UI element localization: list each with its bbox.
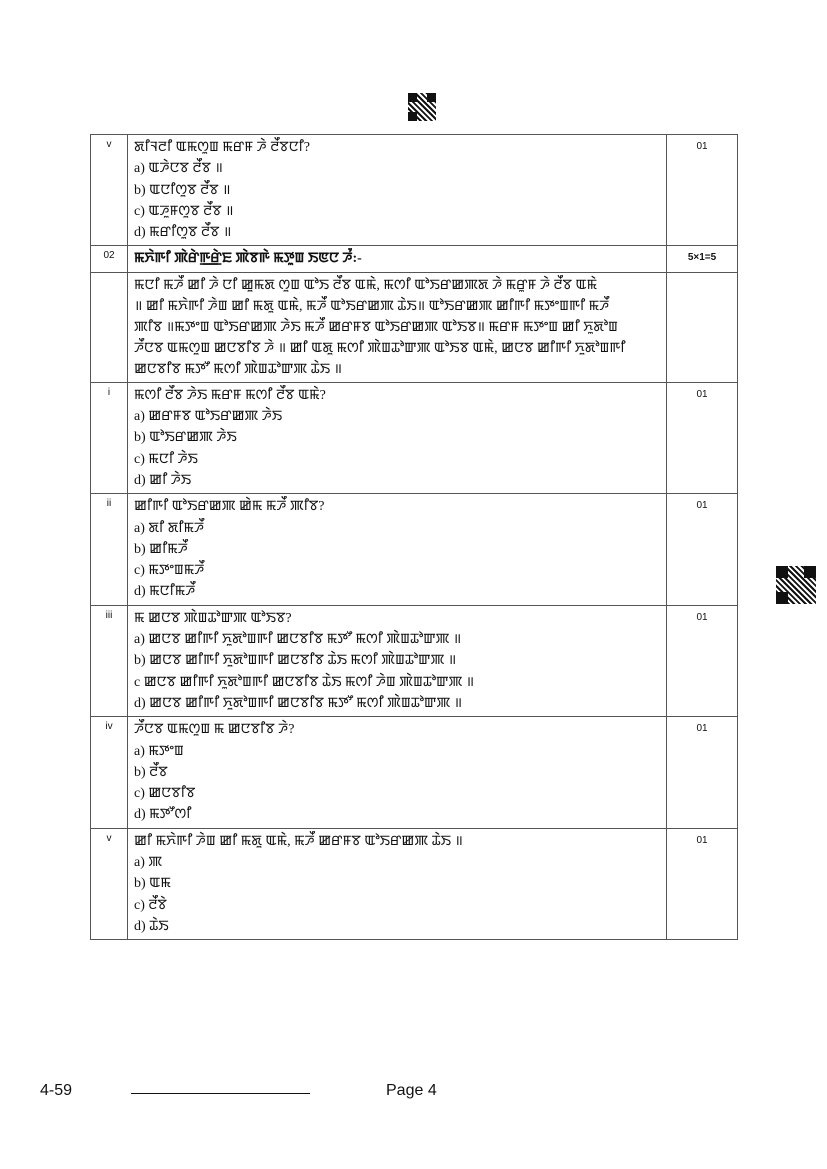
question-text: ꯃ ꯀꯅꯕ ꯄꯥꯡꯊꯣꯛꯄ ꯑꯣꯏꯕ? (134, 610, 292, 626)
marks: 01 (667, 605, 738, 716)
question-number: ii (91, 494, 128, 605)
option: b) ꯀꯅꯕ ꯀꯤꯒꯤ ꯈꯨꯗꯣꯡꯒꯤ ꯀꯅꯕꯤꯕ ꯊꯥꯏ ꯃꯁꯤ ꯄꯥꯡꯊꯣꯛꯄ ॥ (134, 653, 457, 669)
question-table (90, 134, 738, 940)
option: c) ꯑꯍꯨꯝꯁꯨꯕ ꯂꯩꯕ ॥ (134, 203, 234, 219)
question-text: ꯃꯈꯥꯒꯤ ꯄꯥꯔꯥꯒ꯭ꯔꯥꯐ ꯄꯥꯕꯒꯥ ꯃꯇꯨꯡ ꯏꯟꯅ ꯍꯪ:- (134, 251, 362, 267)
marks (667, 272, 738, 382)
question-number: iv (91, 717, 128, 828)
marks: 01 (667, 828, 738, 939)
option: d) ꯃꯔꯤꯁꯨꯕ ꯂꯩꯕ ॥ (134, 225, 232, 241)
question-text: ꯗꯤꯜꯂꯤ ꯑꯃꯁꯨꯡ ꯃꯔꯝ ꯍꯥ ꯂꯩꯕꯅꯤ? (134, 140, 311, 155)
passage-line: ꯃꯅꯤ ꯃꯍꯩ ꯀꯤ ꯍꯥ ꯅꯤ ꯀꯨꯃꯗ ꯁꯨꯡ ꯑꯣꯏ ꯂꯩꯕ ꯑꯃꯥ, ꯃꯁꯤ ꯑꯣꯏꯔꯀꯄꯗ ꯍꯥ ꯃꯔꯨꯝ ꯍꯥ ꯂꯩꯕ ꯑꯃꯥ (134, 277, 598, 293)
option: a) ꯄ (134, 855, 163, 871)
question-row (91, 494, 738, 605)
passage-line: ꯄꯤꯕ ॥ꯃꯇꯦꯡ ꯑꯣꯏꯔꯀꯄ ꯍꯥꯏ ꯃꯍꯩ ꯀꯔꯝꯕ ꯑꯣꯏꯔꯀꯄ ꯑꯣꯏꯕ॥ ꯃꯔꯝ ꯃꯇꯦꯡ ꯀꯤ ꯈꯨꯗꯣꯡ (134, 319, 618, 335)
question-body (128, 135, 667, 246)
marks: 01 (667, 382, 738, 493)
question-number: i (91, 382, 128, 493)
marks: 01 (667, 717, 738, 828)
passage-line: ꯍꯩꯅꯕ ꯑꯃꯁꯨꯡ ꯀꯅꯕꯤꯕ ꯍꯥ ॥ ꯀꯤ ꯑꯗꯨ ꯃꯁꯤ ꯄꯥꯡꯊꯣꯛꯄ ꯑꯣꯏꯕ ꯑꯃꯥ, ꯀꯅꯕ ꯀꯤꯒꯤ ꯈꯨꯗꯣꯡꯒꯤ (134, 340, 626, 356)
question-text: ꯀꯤ ꯃꯈꯥꯒꯤ ꯍꯥꯡ ꯀꯤ ꯃꯗꯨ ꯑꯃꯥ, ꯃꯍꯩ ꯀꯔꯝꯕ ꯑꯣꯏꯔꯀꯄ ꯊꯥꯏ ॥ (134, 833, 463, 849)
option: d) ꯀꯅꯕ ꯀꯤꯒꯤ ꯈꯨꯗꯣꯡꯒꯤ ꯀꯅꯕꯤꯕ ꯃꯇꯧ ꯃꯁꯤ ꯄꯥꯡꯊꯣꯛꯄ ॥ (134, 695, 463, 711)
question-row (91, 605, 738, 716)
option: c) ꯀꯅꯕꯤꯕ (134, 786, 196, 802)
passage (128, 272, 667, 382)
question-number: iii (91, 605, 128, 716)
question-row (91, 828, 738, 939)
option: d) ꯀꯤ ꯍꯥꯏ (134, 472, 192, 488)
question-row (91, 717, 738, 828)
question-body (128, 494, 667, 605)
option: d) ꯊꯥꯏ (134, 918, 169, 934)
marks: 5×1=5 (667, 246, 738, 272)
question-number (91, 272, 128, 382)
question-body (128, 605, 667, 716)
option: d) ꯃꯅꯤꯃꯍꯩ (134, 584, 196, 600)
footer-rule (131, 1093, 310, 1094)
question-row (91, 272, 738, 382)
passage-line: ꯀꯅꯕꯤꯕ ꯃꯇꯧ ꯃꯁꯤ ꯄꯥꯡꯊꯣꯛꯄ ꯊꯥꯏ ॥ (134, 361, 342, 377)
question-text: ꯀꯤꯒꯤ ꯑꯣꯏꯔꯀꯄ ꯀꯥꯃ ꯃꯍꯩ ꯄꯤꯕ? (134, 499, 325, 515)
question-number: v (91, 135, 128, 246)
option: a) ꯗꯤ ꯗꯤꯃꯍꯩ (134, 520, 205, 536)
question-body (128, 717, 667, 828)
option: a) ꯀꯅꯕ ꯀꯤꯒꯤ ꯈꯨꯗꯣꯡꯒꯤ ꯀꯅꯕꯤꯕ ꯃꯇꯧ ꯃꯁꯤ ꯄꯥꯡꯊꯣꯛꯄ ॥ (134, 632, 462, 648)
marks: 01 (667, 135, 738, 246)
question-number: 02 (91, 246, 128, 272)
option: d) ꯃꯇꯧꯁꯤ (134, 807, 192, 823)
option: b) ꯀꯤꯃꯍꯩ (134, 541, 188, 557)
option: a) ꯀꯔꯝꯕ ꯑꯣꯏꯔꯀꯄ ꯍꯥꯏ (134, 409, 283, 425)
option: b) ꯑꯅꯤꯁꯨꯕ ꯂꯩꯕ ॥ (134, 182, 231, 198)
option: c) ꯃꯅꯤ ꯍꯥꯏ (134, 451, 198, 467)
option: c) ꯃꯇꯦꯡꯃꯍꯩ (134, 563, 205, 579)
passage-line: ॥ ꯀꯤ ꯃꯈꯥꯒꯤ ꯍꯥꯡ ꯀꯤ ꯃꯗꯨ ꯑꯃꯥ, ꯃꯍꯩ ꯑꯣꯏꯔꯀꯄ ꯊꯥꯏ॥ ꯑꯣꯏꯔꯀꯄ ꯀꯤꯒꯤ ꯃꯇꯦꯡꯒꯤ ꯃꯍꯩ (134, 298, 610, 314)
option: c ꯀꯅꯕ ꯀꯤꯒꯤ ꯈꯨꯗꯣꯡꯒꯤ ꯀꯅꯕꯤꯕ ꯊꯥꯏ ꯃꯁꯤ ꯍꯥꯡ ꯄꯥꯡꯊꯣꯛꯄ ॥ (134, 674, 475, 690)
option: c) ꯂꯩꯕꯥ (134, 897, 167, 913)
question-row (91, 382, 738, 493)
question-text: ꯍꯩꯅꯕ ꯑꯃꯁꯨꯡ ꯃ ꯀꯅꯕꯤꯕ ꯍꯥ? (134, 722, 295, 738)
paper-code: 4-59 (40, 1082, 73, 1099)
qr-code-top (408, 93, 436, 121)
question-text: ꯃꯁꯤ ꯂꯩꯕ ꯍꯥꯏ ꯃꯔꯝ ꯃꯁꯤ ꯂꯩꯕ ꯑꯃꯥ? (134, 387, 326, 403)
marks: 01 (667, 494, 738, 605)
option: a) ꯃꯇꯦꯡ (134, 743, 184, 759)
question-body (128, 828, 667, 939)
question-row (91, 246, 738, 272)
question-row (91, 135, 738, 246)
option: b) ꯑꯃ (134, 876, 171, 892)
question-body (128, 246, 667, 272)
option: b) ꯑꯣꯏꯔꯀꯄ ꯍꯥꯏ (134, 430, 237, 446)
question-body (128, 382, 667, 493)
option: b) ꯂꯩꯕ (134, 764, 168, 780)
page-number: Page 4 (386, 1082, 437, 1099)
option: a) ꯑꯍꯥꯅꯕ ꯂꯩꯕ ॥ (134, 161, 223, 177)
qr-code-side (776, 566, 816, 604)
question-number: v (91, 828, 128, 939)
